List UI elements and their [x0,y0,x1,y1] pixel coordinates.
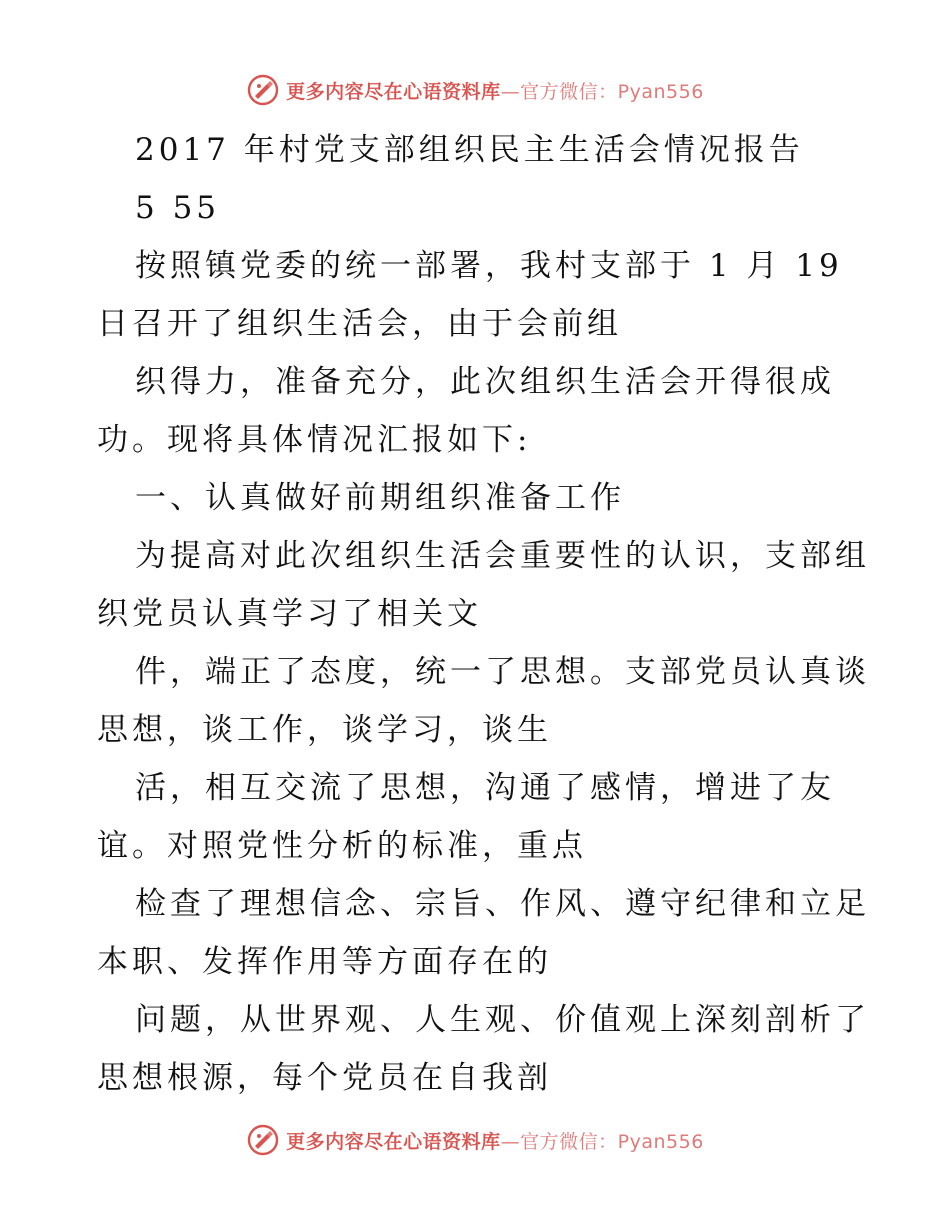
watermark-contact: —官方微信：Pyan556 [500,80,704,103]
doc-line: 日召开了组织生活会，由于会前组 [97,306,622,342]
pen-logo-icon [246,1123,280,1157]
doc-line: 活，相互交流了思想，沟通了感情，增进了友 [135,770,835,806]
section-heading: 一、认真做好前期组织准备工作 [135,480,625,516]
watermark-text [286,1127,704,1154]
doc-line: 为提高对此次组织生活会重要性的认识，支部组 [135,538,870,574]
watermark-brand: 更多内容尽在心语资料库 [286,1130,501,1153]
doc-line: 思想，谈工作，谈学习，谈生 [97,712,552,748]
doc-line: 谊。对照党性分析的标准，重点 [97,828,587,864]
doc-line: 织得力，准备充分，此次组织生活会开得很成 [135,364,835,400]
doc-line: 本职、发挥作用等方面存在的 [97,944,552,980]
doc-line: 件，端正了态度，统一了思想。支部党员认真谈 [135,654,870,690]
doc-line: 思想根源，每个党员在自我剖 [97,1060,552,1096]
doc-line: 功。现将具体情况汇报如下: [97,422,532,458]
doc-line: 织党员认真学习了相关文 [97,596,482,632]
footer-watermark [0,1120,950,1160]
doc-title: 2017 年村党支部组织民主生活会情况报告 [135,132,804,168]
header-watermark [0,70,950,110]
watermark-brand: 更多内容尽在心语资料库 [286,80,501,103]
doc-line: 5 55 [135,190,221,226]
doc-line: 问题，从世界观、人生观、价值观上深刻剖析了 [135,1002,870,1038]
watermark-text [286,77,704,104]
doc-line: 检查了理想信念、宗旨、作风、遵守纪律和立足 [135,886,870,922]
pen-logo-icon [246,73,280,107]
doc-line: 按照镇党委的统一部署，我村支部于 1 月 19 [135,248,843,284]
watermark-contact: —官方微信：Pyan556 [500,1130,704,1153]
